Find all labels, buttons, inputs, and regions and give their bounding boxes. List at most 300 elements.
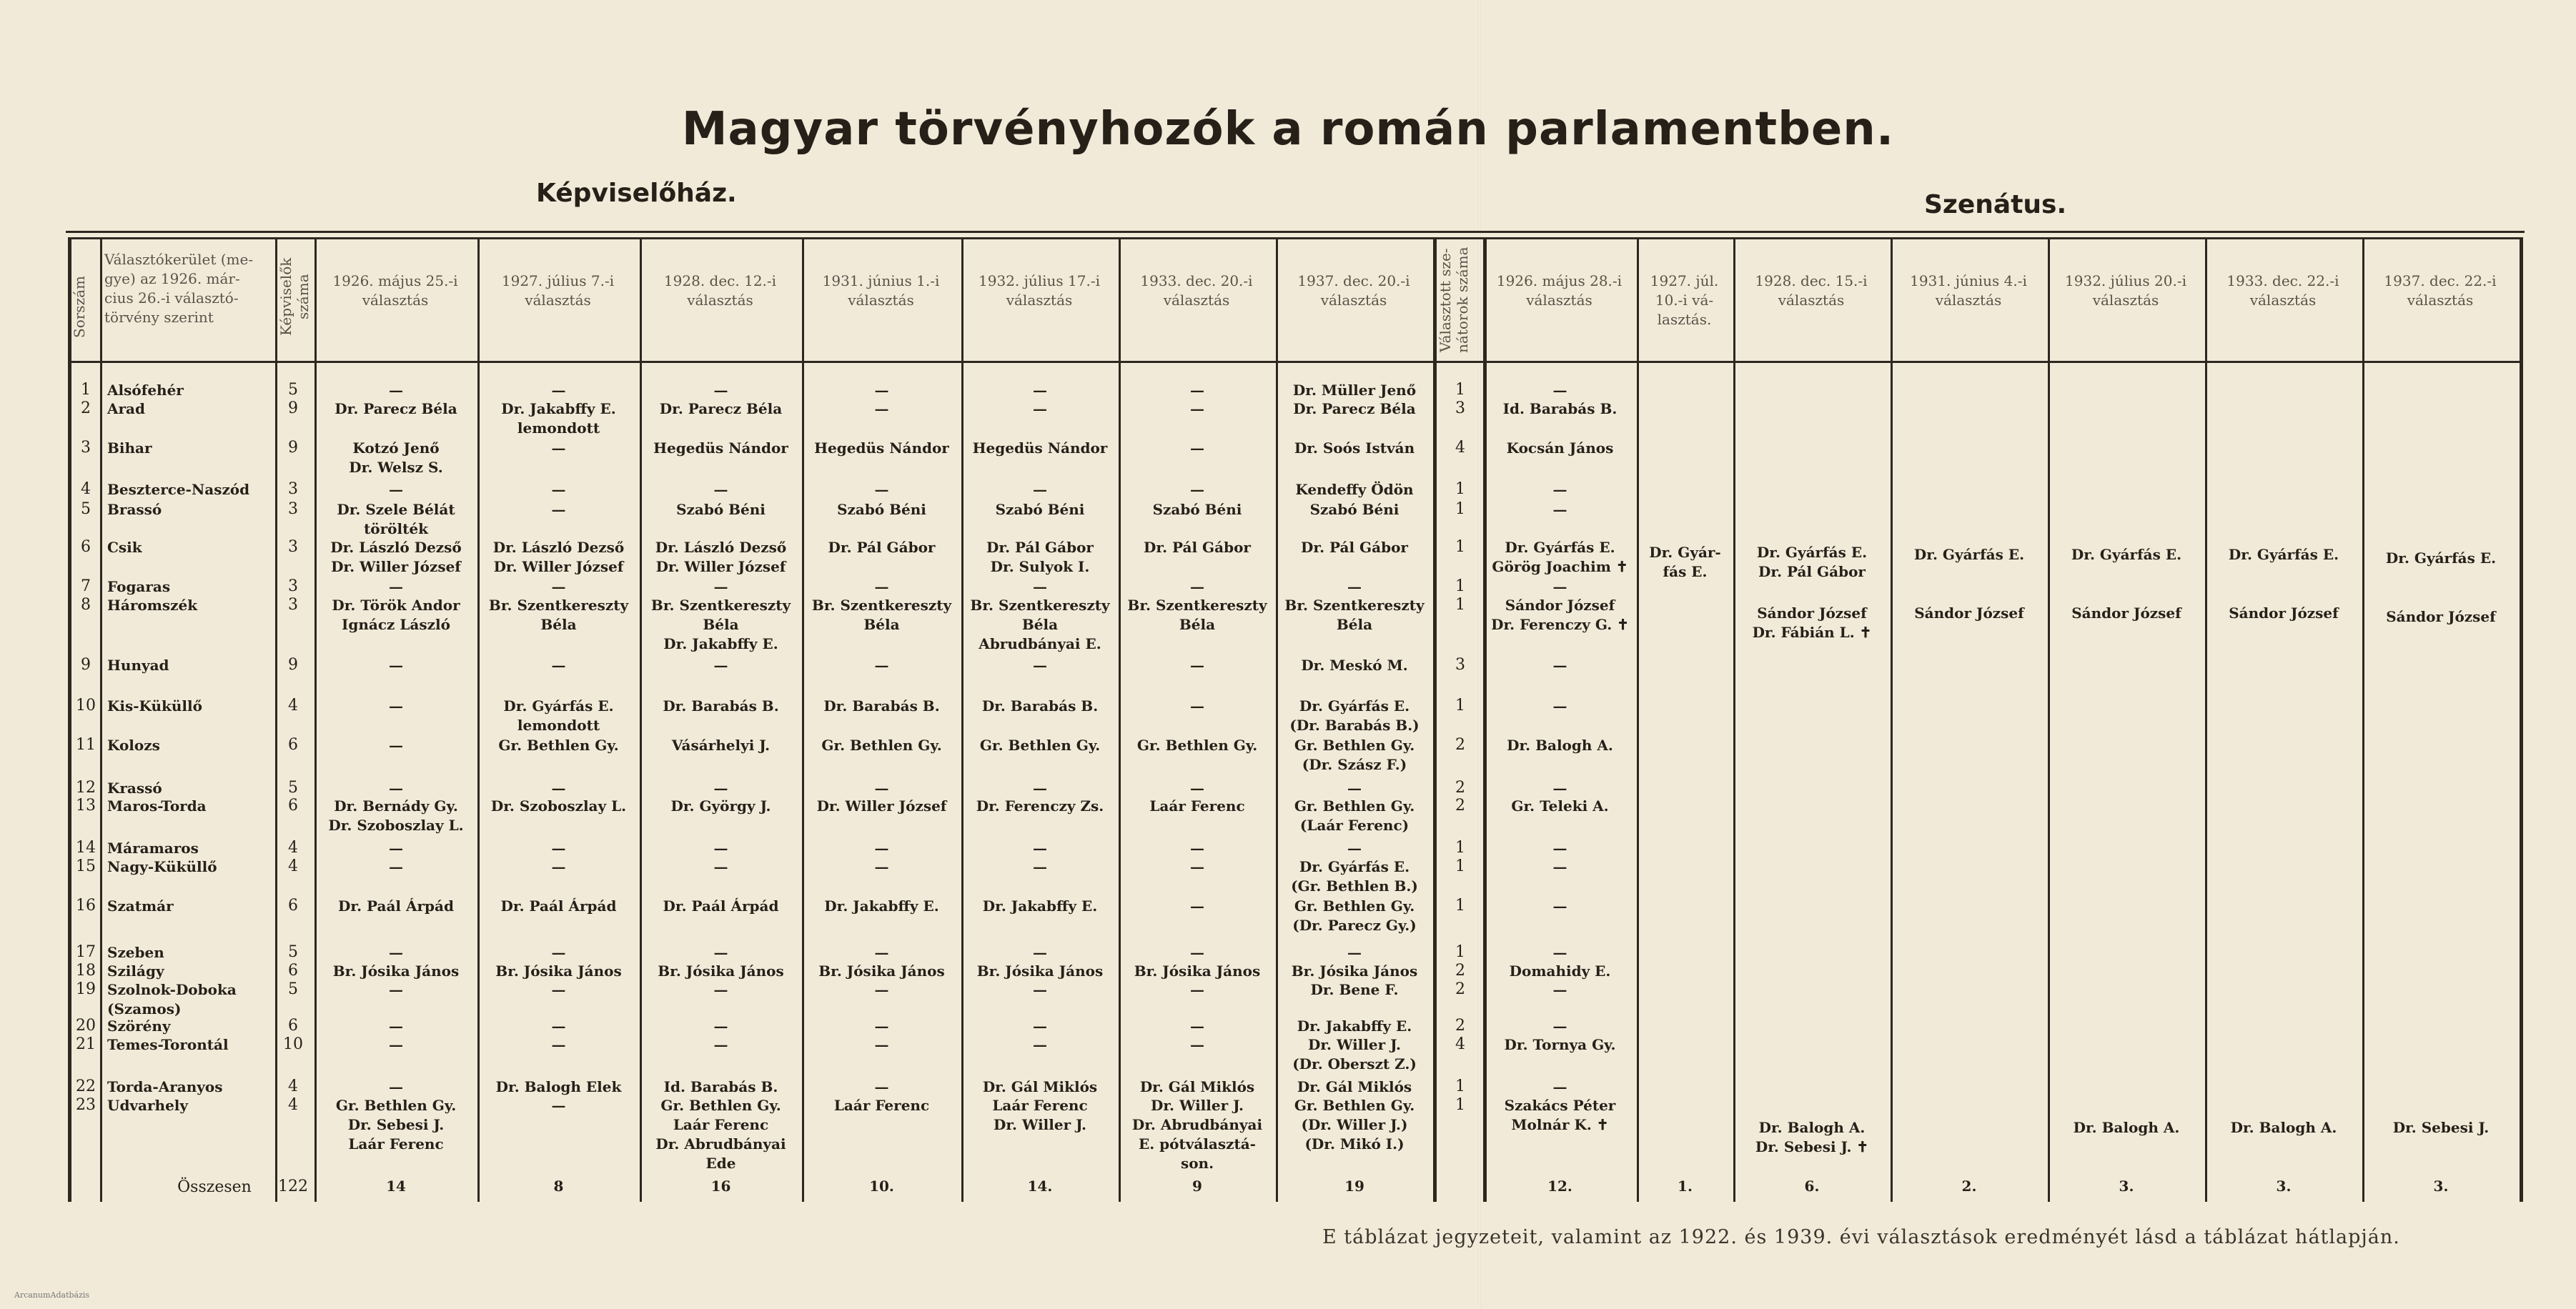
table-cell: Dr. Jakabffy E. [982,897,1098,915]
senator-count: 4 [1455,1035,1465,1053]
table-cell: — [551,1097,566,1114]
table-cell: Dr. Willer József [816,797,947,815]
table-cell: — [389,858,403,875]
table-cell: — [1033,858,1047,875]
deputy-count: 3 [288,596,298,614]
table-cell: — [389,840,403,857]
table-cell: Gr. Bethlen Gy. (Dr. Parecz Gy.) [1292,897,1417,934]
row-number: 1 [81,381,91,399]
table-cell: — [874,400,889,417]
table-cell: Dr. Gyárfás E. (Gr. Bethlen B.) [1291,858,1418,895]
header-s1932: 1932. július 20.-i választás [2065,272,2186,309]
senator-count: 1 [1455,538,1465,556]
table-cell: Id. Barabás B. [663,1078,778,1095]
table-cell: — [389,657,403,674]
deputy-count: 5 [288,980,298,998]
table-cell: Szabó Béni [1152,501,1242,518]
senate-entry: Sándor József [2386,608,2496,625]
table-cell: Dr. Parecz Béla [659,400,783,417]
table-cell: Br. Szentkereszty Béla [488,597,629,633]
footnote: E táblázat jegyzeteit, valamint az 1922. és 1939. évi választások eredményét lásd a táblázat hátlapján. [1322,1226,2400,1248]
grid-line-v [2205,237,2207,1202]
region-name: Beszterce-Naszód [107,481,250,498]
table-cell: — [874,944,889,961]
row-number: 22 [76,1077,96,1095]
table-cell: — [551,657,566,674]
table-cell: — [389,737,403,754]
table-cell: Gr. Bethlen Gy. [821,737,942,754]
table-cell: Dr. Pál Gábor [1144,539,1251,556]
table-cell: — [874,578,889,595]
senator-count: 1 [1455,596,1465,614]
table-cell: — [1033,382,1047,399]
table-cell: — [1190,400,1204,417]
deputy-count: 9 [288,656,298,674]
table-cell: Dr. Török Andor Ignácz László [332,597,460,633]
table-cell: Dr. Balogh A. [1507,737,1613,754]
grid-line-v [2048,237,2050,1202]
region-name: Maros-Torda [107,797,207,815]
region-name: Torda-Aranyos [107,1078,223,1095]
header-s1926: 1926. május 28.-i választás [1496,272,1623,309]
table-cell: Hegedüs Nándor [814,439,949,457]
totals-k1933: 9 [1192,1178,1202,1195]
table-cell: Laár Ferenc Dr. Willer J. [992,1097,1088,1133]
section-title-szenatus: Szenátus. [1924,190,2067,219]
section-title-kepviselohaz: Képviselőház. [536,179,737,208]
table-cell: — [389,578,403,595]
row-number: 11 [76,736,96,754]
table-cell: — [1347,780,1362,797]
row-number: 12 [76,779,96,797]
senator-count: 2 [1455,779,1465,797]
table-cell: — [874,1078,889,1095]
header-k1932: 1932. július 17.-i választás [979,272,1100,309]
grid-line-v [1733,237,1735,1202]
table-cell: Br. Szentkereszty Béla Abrudbányai E. [970,597,1110,652]
table-cell: Dr. Jakabffy E. [824,897,939,915]
table-cell: — [713,840,728,857]
table-cell: Dr. Szoboszlay L. [490,797,627,815]
table-cell: — [874,1036,889,1053]
row-number: 21 [76,1035,96,1053]
totals-k1937: 19 [1344,1178,1364,1195]
table-cell: Domahidy E. [1509,962,1611,980]
table-cell: — [1033,981,1047,998]
table-cell: Br. Jósika János [332,962,460,980]
table-cell: — [551,382,566,399]
table-cell: Dr. Bene F. [1310,981,1399,998]
region-name: Fogaras [107,578,171,595]
table-cell: — [1190,981,1204,998]
table-cell: Dr. Willer J. (Dr. Oberszt Z.) [1292,1036,1417,1072]
senator-count: 1 [1455,857,1465,875]
header-kepviselok_szama: Képviselők száma [277,257,312,336]
totals-deputies: 122 [278,1178,308,1195]
senator-count: 2 [1455,962,1465,980]
table-cell: Dr. Gyárfás E. lemondott [503,697,614,734]
row-number: 8 [81,596,91,614]
table-cell: — [1552,382,1567,399]
senate-entry: Sándor József Dr. Fábián L. ✝ [1752,604,1872,641]
table-cell: — [713,578,728,595]
deputy-count: 6 [288,962,298,980]
table-cell: Gr. Bethlen Gy. [498,737,619,754]
table-cell: — [389,1017,403,1035]
deputy-count: 4 [288,857,298,875]
grid-line-v [2520,237,2523,1202]
table-cell: Gr. Bethlen Gy. [1136,737,1258,754]
deputy-count: 6 [288,736,298,754]
deputy-count: 9 [288,399,298,417]
deputy-count: 5 [288,381,298,399]
table-cell: — [1552,944,1567,961]
row-number: 15 [76,857,96,875]
header-top-rule [68,237,2520,239]
region-name: Kis-Küküllő [107,697,202,715]
region-name: Háromszék [107,597,198,614]
senator-count: 1 [1455,480,1465,498]
table-cell: — [713,1036,728,1053]
table-cell: — [1552,981,1567,998]
table-cell: — [551,780,566,797]
deputy-count: 5 [288,779,298,797]
table-cell: — [551,501,566,518]
table-cell: — [1552,1017,1567,1035]
table-cell: Br. Jósika János [818,962,945,980]
table-cell: Gr. Teleki A. [1511,797,1609,815]
table-cell: Hegedüs Nándor [653,439,788,457]
table-cell: — [551,981,566,998]
senate-entry: Dr. Balogh A. [2073,1119,2180,1136]
row-number: 13 [76,797,96,815]
table-cell: Dr. Pál Gábor [1301,539,1408,556]
row-number: 19 [76,980,96,998]
table-cell: Br. Jósika János [976,962,1104,980]
table-cell: Vásárhelyi J. [671,737,771,754]
table-cell: — [713,858,728,875]
table-cell: — [713,382,728,399]
table-cell: Br. Szentkereszty Béla [811,597,952,633]
table-cell: — [1190,1017,1204,1035]
row-number: 18 [76,962,96,980]
senator-count: 3 [1455,399,1465,417]
table-cell: — [874,981,889,998]
table-cell: Br. Jósika János [495,962,622,980]
table-cell: — [1552,481,1567,498]
table-cell: — [1552,697,1567,715]
table-cell: Dr. Gál Miklós [1139,1078,1255,1095]
table-cell: Dr. Paál Árpád [663,897,779,915]
table-cell: — [551,439,566,457]
totals-s1926: 12. [1547,1178,1572,1195]
region-name: Kolozs [107,737,160,754]
table-cell: Br. Szentkereszty Béla Dr. Jakabffy E. [650,597,791,652]
table-cell: Gr. Bethlen Gy. [979,737,1101,754]
totals-s1933: 3. [2276,1178,2292,1195]
table-cell: — [874,858,889,875]
table-cell: Szabó Béni [995,501,1085,518]
table-cell: Br. Szentkereszty Béla [1284,597,1425,633]
table-cell: — [713,944,728,961]
header-k1937: 1937. dec. 20.-i választás [1297,272,1410,309]
table-cell: — [389,944,403,961]
page-title: Magyar törvényhozók a román parlamentben. [681,103,1895,156]
table-cell: — [713,657,728,674]
table-cell: Gr. Bethlen Gy. Dr. Sebesi J. Laár Ferenc [335,1097,457,1153]
totals-s1931: 2. [1961,1178,1977,1195]
senate-entry: Dr. Gyár- fás E. [1649,544,1721,580]
senator-count: 1 [1455,381,1465,399]
header-k1926: 1926. május 25.-i választás [332,272,458,309]
region-name: Szilágy [107,962,164,980]
region-name: Bihar [107,439,152,457]
table-cell: — [389,981,403,998]
table-cell: — [389,481,403,498]
table-cell: Dr. Szele Bélát törölték [337,501,455,537]
header-k1928: 1928. dec. 12.-i választás [663,272,777,309]
table-cell: Szabó Béni [837,501,926,518]
table-cell: Dr. Parecz Béla [335,400,457,417]
table-cell: Dr. Gál Miklós [1297,1078,1412,1095]
table-cell: — [1033,578,1047,595]
table-cell: Dr. Soós István [1294,439,1415,457]
row-number: 17 [76,943,96,961]
header-k1931: 1931. június 1.-i választás [822,272,940,309]
table-cell: Br. Jósika János [1134,962,1261,980]
region-name: Arad [107,400,145,417]
table-cell: — [1190,780,1204,797]
table-cell: — [389,382,403,399]
table-cell: — [551,858,566,875]
row-number: 20 [76,1017,96,1035]
table-cell: Dr. Müller Jenő [1292,382,1417,399]
table-cell: — [713,481,728,498]
table-cell: Sándor József Dr. Ferenczy G. ✝ [1491,597,1629,633]
table-cell: — [389,780,403,797]
table-cell: Kotzó Jenő Dr. Welsz S. [349,439,443,476]
senator-count: 1 [1455,500,1465,518]
deputy-count: 3 [288,577,298,595]
table-cell: — [1190,657,1204,674]
table-cell: — [1190,697,1204,715]
deputy-count: 4 [288,697,298,715]
senator-count: 1 [1455,1077,1465,1095]
table-cell: Id. Barabás B. [1502,400,1618,417]
senator-count: 1 [1455,1096,1465,1114]
deputy-count: 3 [288,538,298,556]
header-bottom-rule [68,361,2520,363]
senate-entry: Dr. Gyárfás E. [2385,549,2497,567]
table-cell: Dr. Gál Miklós [982,1078,1098,1095]
senator-count: 3 [1455,656,1465,674]
deputy-count: 6 [288,897,298,915]
table-cell: Dr. Pál Gábor [828,539,936,556]
row-number: 10 [76,697,96,715]
table-cell: Dr. Gyárfás E. Görög Joachim ✝ [1492,539,1628,575]
table-cell: Szabó Béni [676,501,766,518]
row-number: 16 [76,897,96,915]
table-cell: Dr. Paál Árpád [338,897,454,915]
deputy-count: 4 [288,839,298,857]
table-cell: — [1190,481,1204,498]
table-cell: — [874,481,889,498]
grid-line-v [1433,237,1437,1202]
row-number: 9 [81,656,91,674]
page-fold [1478,0,1481,1309]
table-cell: — [551,944,566,961]
region-name: Krassó [107,780,162,797]
deputy-count: 6 [288,1017,298,1035]
table-cell: Dr. Jakabffy E. lemondott [501,400,616,437]
region-name: Nagy-Küküllő [107,858,217,875]
table-cell: Laár Ferenc [1149,797,1245,815]
region-name: Szörény [107,1017,171,1035]
totals-s1927: 1. [1678,1178,1693,1195]
table-cell: Szabó Béni [1309,501,1400,518]
deputy-count: 3 [288,480,298,498]
table-cell: — [1033,1017,1047,1035]
totals-k1927: 8 [553,1178,564,1195]
senate-entry: Sándor József [2071,604,2181,622]
table-cell: — [1190,897,1204,915]
table-cell: Dr. Willer J. Dr. Abrudbányai E. pótválasztá- son. [1131,1097,1263,1172]
table-cell: — [1033,780,1047,797]
table-cell: Dr. László Dezső Dr. Willer József [492,539,625,575]
row-number: 4 [81,480,91,498]
table-cell: — [874,840,889,857]
region-name: Alsófehér [107,382,184,399]
table-cell: — [551,578,566,595]
table-cell: Br. Jósika János [658,962,784,980]
table-cell: — [874,657,889,674]
region-name: Szeben [107,944,164,961]
table-cell: Dr. Barabás B. [981,697,1099,715]
table-cell: — [874,382,889,399]
senator-count: 1 [1455,697,1465,715]
region-name: Brassó [107,501,162,518]
region-name: Máramaros [107,840,199,857]
deputy-count: 6 [288,797,298,815]
senator-count: 2 [1455,1017,1465,1035]
region-name: Szatmár [107,897,174,915]
table-cell: Dr. Bernády Gy. Dr. Szoboszlay L. [328,797,464,834]
grid-line-v [1891,237,1893,1202]
table-cell: — [1552,1078,1567,1095]
table-cell: — [1552,840,1567,857]
table-cell: Gr. Bethlen Gy. (Dr. Willer J.) (Dr. Mikó I.) [1294,1097,1415,1153]
senator-count: 4 [1455,439,1465,457]
totals-s1937: 3. [2433,1178,2449,1195]
senate-entry: Dr. Balogh A. Dr. Sebesi J. ✝ [1755,1119,1869,1155]
header-szenatorok_szama: Választott sze- nátorok száma [1437,247,1471,354]
header-s1937: 1937. dec. 22.-i választás [2384,272,2497,309]
header-s1931: 1931. június 4.-i választás [1910,272,2027,309]
table-cell: Dr. Paál Árpád [500,897,617,915]
table-cell: Br. Szentkereszty Béla [1127,597,1267,633]
table-cell: — [1552,501,1567,518]
senator-count: 1 [1455,577,1465,595]
table-cell: Dr. Pál Gábor Dr. Sulyok I. [986,539,1094,575]
header-k1933: 1933. dec. 20.-i választás [1140,272,1253,309]
table-cell: Dr. László Dezső Dr. Willer József [330,539,462,575]
table-cell: Gr. Bethlen Gy. Laár Ferenc Dr. Abrudbányai Ede [655,1097,786,1172]
senator-count: 1 [1455,839,1465,857]
table-cell: Dr. Meskó M. [1301,657,1408,674]
totals-s1928: 6. [1804,1178,1820,1195]
table-cell: — [1033,481,1047,498]
table-cell: Dr. Gyárfás E. (Dr. Barabás B.) [1289,697,1420,734]
senate-entry: Dr. Balogh A. [2230,1119,2337,1136]
senate-entry: Dr. Gyárfás E. [1913,546,2025,563]
table-cell: — [1347,578,1362,595]
row-number: 6 [81,538,91,556]
table-cell: — [1033,840,1047,857]
table-cell: — [1552,897,1567,915]
region-name: Csik [107,539,142,556]
table-cell: — [1347,840,1362,857]
totals-label: Összesen [177,1178,252,1196]
table-cell: Dr. Tornya Gy. [1504,1036,1616,1053]
table-cell: — [389,1036,403,1053]
grid-line-v [1637,237,1639,1202]
region-name: Szolnok-Doboka (Szamos) [107,981,237,1017]
table-cell: — [1033,657,1047,674]
deputy-count: 4 [288,1096,298,1114]
table-cell: Dr. Jakabffy E. [1297,1017,1412,1035]
region-name: Hunyad [107,657,169,674]
totals-k1928: 16 [710,1178,731,1195]
table-cell: — [1033,400,1047,417]
senator-count: 2 [1455,736,1465,754]
table-cell: — [713,780,728,797]
table-cell: Szakács Péter Molnár K. ✝ [1504,1097,1616,1133]
table-cell: — [551,481,566,498]
table-cell: — [1552,578,1567,595]
deputy-count: 5 [288,943,298,961]
senate-entry: Sándor József [1914,604,2024,622]
table-cell: — [389,697,403,715]
row-number: 7 [81,577,91,595]
table-cell: — [1033,1036,1047,1053]
table-cell: — [1190,439,1204,457]
deputy-count: 10 [283,1035,303,1053]
table-cell: — [551,1036,566,1053]
table-cell: — [1033,944,1047,961]
row-number: 14 [76,839,96,857]
row-number: 23 [76,1096,96,1114]
table-cell: — [1552,858,1567,875]
senate-entry: Dr. Sebesi J. [2392,1119,2490,1136]
senator-count: 1 [1455,943,1465,961]
table-cell: — [1347,944,1362,961]
table-cell: — [1190,382,1204,399]
table-top-rule [66,231,2525,233]
senator-count: 2 [1455,797,1465,815]
header-sorszam: Sorszám [70,276,88,339]
deputy-count: 4 [288,1077,298,1095]
table-cell: — [1190,840,1204,857]
senate-entry: Dr. Gyárfás E. Dr. Pál Gábor [1756,544,1868,580]
table-cell: Dr. Ferenczy Zs. [976,797,1104,815]
table-cell: — [874,780,889,797]
table-cell: Dr. Barabás B. [663,697,779,715]
table-cell: Kocsán János [1506,439,1614,457]
table-cell: Kendeffy Ödön [1295,481,1414,498]
table-cell: — [551,1017,566,1035]
table-cell: Dr. Parecz Béla [1293,400,1416,417]
table-cell: Dr. Balogh Elek [495,1078,622,1095]
